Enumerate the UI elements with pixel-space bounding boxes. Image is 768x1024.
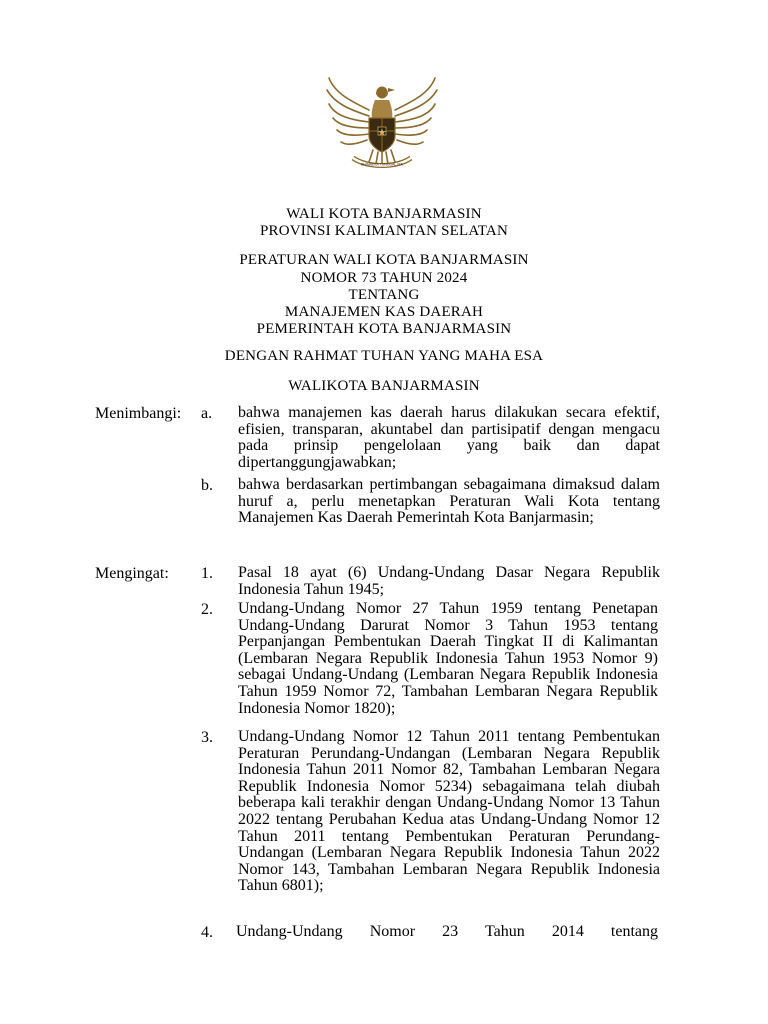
regulation-type: PERATURAN WALI KOTA BANJARMASIN (239, 252, 529, 268)
considering-marker-b: b. (201, 477, 213, 494)
observing-marker-1: 1. (201, 565, 213, 582)
subject-line-1: MANAJEMEN KAS DAERAH (284, 304, 484, 320)
observing-item-2: Undang-Undang Nomor 27 Tahun 1959 tentang Penetapan Undang-Undang Darurat Nomor 3 Tahun 1953 tentang Perpanjangan Pembentukan Daerah Tingkat II di Kalimantan (Lembaran Negara Republik Indonesia Tahun 1953 Nomor 9) sebagai Undang-Undang (Lembaran Negara Republik Indonesia Tahun 1959 Nomor 72, Tambahan Lembaran Negara Republik Indonesia Nomor 1820); (238, 600, 658, 717)
regulation-number: NOMOR 73 TAHUN 2024 (300, 270, 468, 286)
considering-item-a: bahwa manajemen kas daerah harus dilakukan secara efektif, efisien, transparan, akuntabel dan partisipatif dengan mengacu pada prinsip pengelolaan yang baik dan dapat dipertanggungjawabkan; (238, 404, 660, 471)
considering-marker-a: a. (201, 405, 213, 422)
province-title: PROVINSI KALIMANTAN SELATAN (260, 223, 508, 239)
considering-item-b: bahwa berdasarkan pertimbangan sebagaimana dimaksud dalam huruf a, perlu menetapkan Peraturan Wali Kota tentang Manajemen Kas Daerah Pemerintah Kota Banjarmasin; (238, 476, 660, 527)
garuda-pancasila-emblem-icon (323, 70, 441, 172)
about-label: TENTANG (348, 287, 420, 303)
observing-item-1: Pasal 18 ayat (6) Undang-Undang Dasar Negara Republik Indonesia Tahun 1945; (238, 564, 660, 598)
observing-item-3: Undang-Undang Nomor 12 Tahun 2011 tentang Pembentukan Peraturan Perundang-Undangan (Lembaran Negara Republik Indonesia Tahun 2011 Nomor 82, Tambahan Lembaran Negara Republik Indonesia Nomor 5234) sebagaimana telah diubah beberapa kali terakhir dengan Undang-Undang Nomor 13 Tahun 2022 tentang Perubahan Kedua atas Undang-Undang Nomor 12 Tahun 2011 tentang Pembentukan Peraturan Perundang-Undangan (Lembaran Negara Republik Indonesia Tahun 2022 Nomor 143, Tambahan Lembaran Negara Republik Indonesia Tahun 6801); (238, 728, 660, 895)
observing-marker-4: 4. (201, 924, 213, 941)
observing-marker-2: 2. (201, 601, 213, 618)
subject-line-2: PEMERINTAH KOTA BANJARMASIN (256, 321, 512, 337)
invocation: DENGAN RAHMAT TUHAN YANG MAHA ESA (224, 348, 544, 364)
observing-label: Mengingat: (95, 565, 169, 582)
considering-label: Menimbangi: (95, 405, 182, 422)
enactor: WALIKOTA BANJARMASIN (288, 378, 480, 394)
emblem-motto: BHINNEKA TUNGGAL IKA (361, 162, 403, 167)
observing-item-4: Undang-Undang Nomor 23 Tahun 2014 tentang (236, 923, 658, 940)
authority-title: WALI KOTA BANJARMASIN (286, 206, 482, 222)
observing-marker-3: 3. (201, 729, 213, 746)
